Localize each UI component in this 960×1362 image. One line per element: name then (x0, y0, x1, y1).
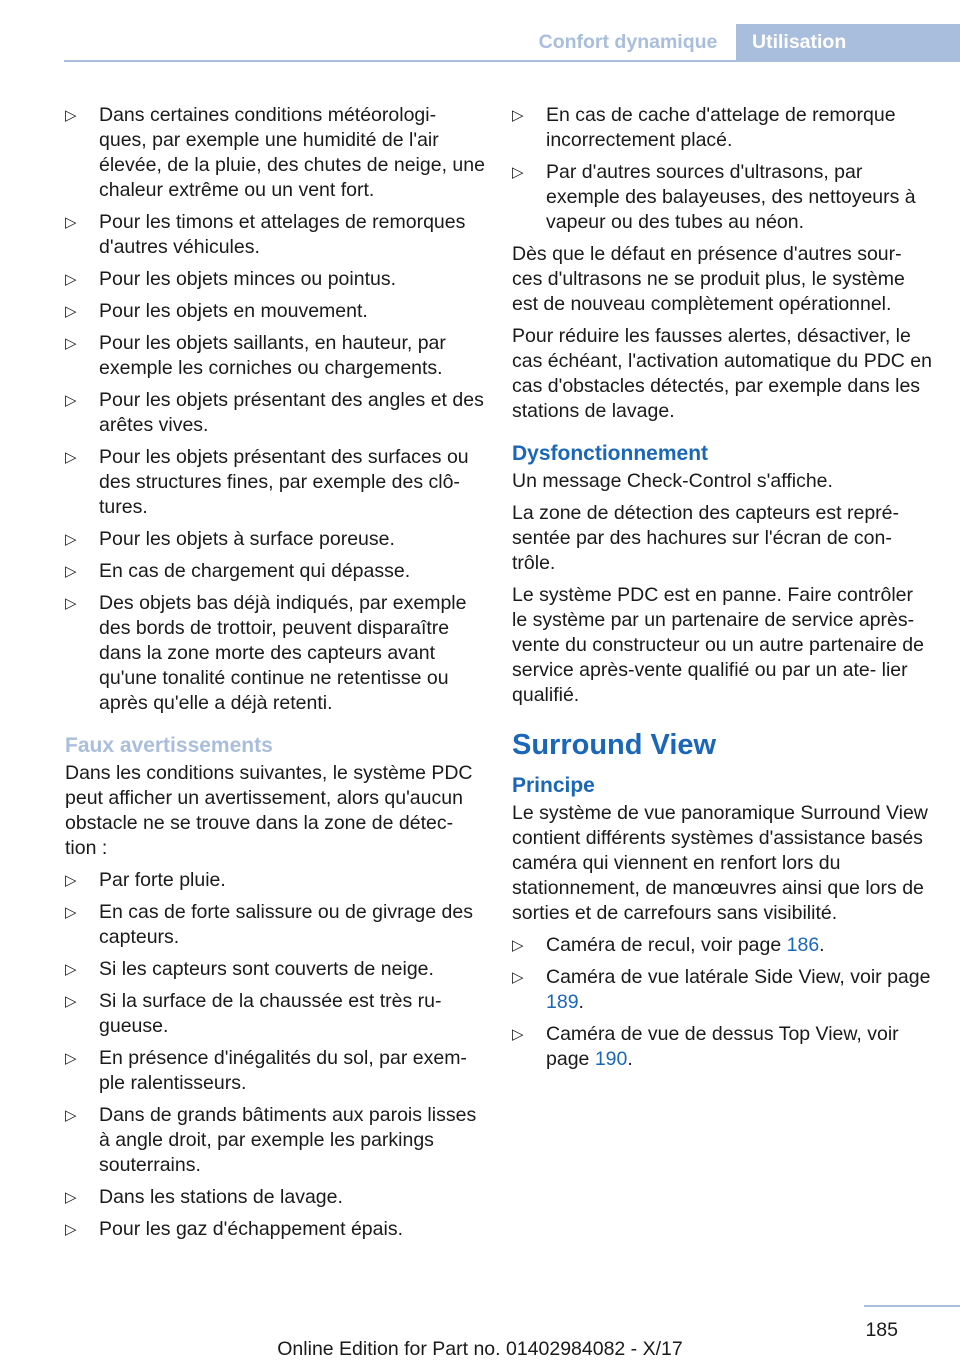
triangle-bullet-icon: ▷ (512, 164, 524, 181)
ultrasound-sources-list (512, 103, 932, 235)
camera-references-list (512, 933, 932, 1072)
list-item: ▷ En cas de chargement qui dépasse. (65, 560, 411, 582)
list-item: ▷ Pour les objets présentant des surfaces ou des structures fines, par exemple des clô‐ tures. (65, 446, 469, 518)
page-number: 185 (865, 1319, 898, 1341)
triangle-bullet-icon: ▷ (65, 993, 77, 1010)
list-item: ▷ En cas de cache d'attelage de remorque incorrectement placé. (512, 104, 896, 151)
surround-view-heading: Surround View (512, 729, 717, 761)
list-item: ▷ Dans les stations de lavage. (65, 1186, 343, 1208)
list-item: ▷ Pour les gaz d'échappement épais. (65, 1218, 404, 1240)
faux-intro-paragraph: Dans les conditions suivantes, le système PDC peut afficher un avertissement, alors qu'aucun obstacle ne se trouve dans la zone de détec‐ tion : (65, 762, 473, 859)
triangle-bullet-icon: ▷ (65, 595, 77, 612)
triangle-bullet-icon: ▷ (65, 303, 77, 320)
principe-heading: Principe (512, 774, 595, 797)
page-link[interactable]: 186 (786, 934, 820, 956)
triangle-bullet-icon: ▷ (65, 961, 77, 978)
recovery-paragraph: Dès que le défaut en présence d'autres sour‐ ces d'ultrasons ne se produit plus, le système est de nouveau complètement opérationnel. (512, 243, 905, 315)
triangle-bullet-icon: ▷ (512, 969, 524, 986)
list-item: ▷ Par d'autres sources d'ultrasons, par exemple des balayeuses, des nettoyeurs à vapeur ou des tubes au néon. (512, 161, 916, 233)
faux-avertissements-heading: Faux avertissements (65, 734, 273, 757)
right-column (512, 103, 932, 1079)
triangle-bullet-icon: ▷ (512, 107, 524, 124)
list-item: ▷ Pour les objets en mouvement. (65, 300, 368, 322)
triangle-bullet-icon: ▷ (65, 335, 77, 352)
limitations-list (65, 103, 485, 716)
list-item: ▷ Dans certaines conditions météorologi‐ ques, par exemple une humidité de l'air élevée, de la pluie, des chutes de neige, une chaleur extrême ou un vent fort. (65, 104, 485, 201)
triangle-bullet-icon: ▷ (512, 937, 524, 954)
false-alerts-paragraph: Pour réduire les fausses alertes, désactiver, le cas échéant, l'activation automatique du PDC en cas d'obstacles détectés, par exemple dans les stations de lavage. (512, 325, 932, 422)
dys-paragraph-3: Le système PDC est en panne. Faire contrôler le système par un partenaire de service après- vente du constructeur ou un autre partenaire de service après-vente qualifié ou par un ate‐ lier qualifié. (512, 584, 924, 706)
triangle-bullet-icon: ▷ (65, 1221, 77, 1238)
triangle-bullet-icon: ▷ (65, 214, 77, 231)
triangle-bullet-icon: ▷ (65, 107, 77, 124)
list-item: ▷ En présence d'inégalités du sol, par exem‐ ple ralentisseurs. (65, 1047, 467, 1094)
list-item: ▷ Caméra de recul, voir page 186. (512, 934, 825, 956)
triangle-bullet-icon: ▷ (65, 872, 77, 889)
left-column (65, 103, 485, 1249)
list-item: ▷ Caméra de vue latérale Side View, voir page 189. (512, 966, 931, 1013)
false-warnings-list (65, 868, 485, 1242)
list-item: ▷ Dans de grands bâtiments aux parois lisses à angle droit, par exemple les parkings souterrains. (65, 1104, 477, 1176)
page-link[interactable]: 189 (546, 991, 579, 1013)
list-item: ▷ Pour les objets minces ou pointus. (65, 268, 396, 290)
list-item: ▷ Si la surface de la chaussée est très ru‐ gueuse. (65, 990, 442, 1037)
triangle-bullet-icon: ▷ (65, 531, 77, 548)
list-item: ▷ En cas de forte salissure ou de givrage des capteurs. (65, 901, 473, 948)
list-item: ▷ Pour les timons et attelages de remorques d'autres véhicules. (65, 211, 466, 258)
list-item: ▷ Pour les objets saillants, en hauteur, par exemple les corniches ou chargements. (65, 332, 446, 379)
triangle-bullet-icon: ▷ (65, 392, 77, 409)
principe-paragraph: Le système de vue panoramique Surround View contient différents systèmes d'assistance basés caméra qui viennent en renfort lors du stationnement, de manœuvres ainsi que lors de sorties et de carrefours sans visibilité. (512, 802, 928, 924)
header-chapter-tab[interactable]: Utilisation (736, 24, 960, 61)
triangle-bullet-icon: ▷ (65, 904, 77, 921)
list-item: ▷ Par forte pluie. (65, 869, 226, 891)
dys-paragraph-1: Un message Check-Control s'affiche. (512, 470, 833, 492)
list-item: ▷ Caméra de vue de dessus Top View, voir page 190. (512, 1023, 899, 1070)
triangle-bullet-icon: ▷ (512, 1026, 524, 1043)
list-item: ▷ Si les capteurs sont couverts de neige. (65, 958, 434, 980)
triangle-bullet-icon: ▷ (65, 1189, 77, 1206)
list-item: ▷ Des objets bas déjà indiqués, par exemple des bords de trottoir, peuvent disparaître dans la zone morte des capteurs avant qu'une tonalité continue ne retentisse ou après qu'elle a déjà retenti. (65, 592, 467, 714)
dysfonctionnement-heading: Dysfonctionnement (512, 442, 709, 465)
triangle-bullet-icon: ▷ (65, 1107, 77, 1124)
triangle-bullet-icon: ▷ (65, 563, 77, 580)
triangle-bullet-icon: ▷ (65, 271, 77, 288)
page-link[interactable]: 190 (594, 1048, 628, 1070)
dys-paragraph-2: La zone de détection des capteurs est repré‐ sentée par des hachures sur l'écran de con‐ trôle. (512, 502, 899, 574)
triangle-bullet-icon: ▷ (65, 1050, 77, 1067)
list-item: ▷ Pour les objets présentant des angles et des arêtes vives. (65, 389, 484, 436)
footer-rule (864, 1305, 960, 1307)
triangle-bullet-icon: ▷ (65, 449, 77, 466)
list-item: ▷ Pour les objets à surface poreuse. (65, 528, 395, 550)
edition-footer: Online Edition for Part no. 01402984082 - X/17 (277, 1338, 683, 1360)
header-section-tab[interactable]: Confort dynamique (538, 31, 718, 53)
